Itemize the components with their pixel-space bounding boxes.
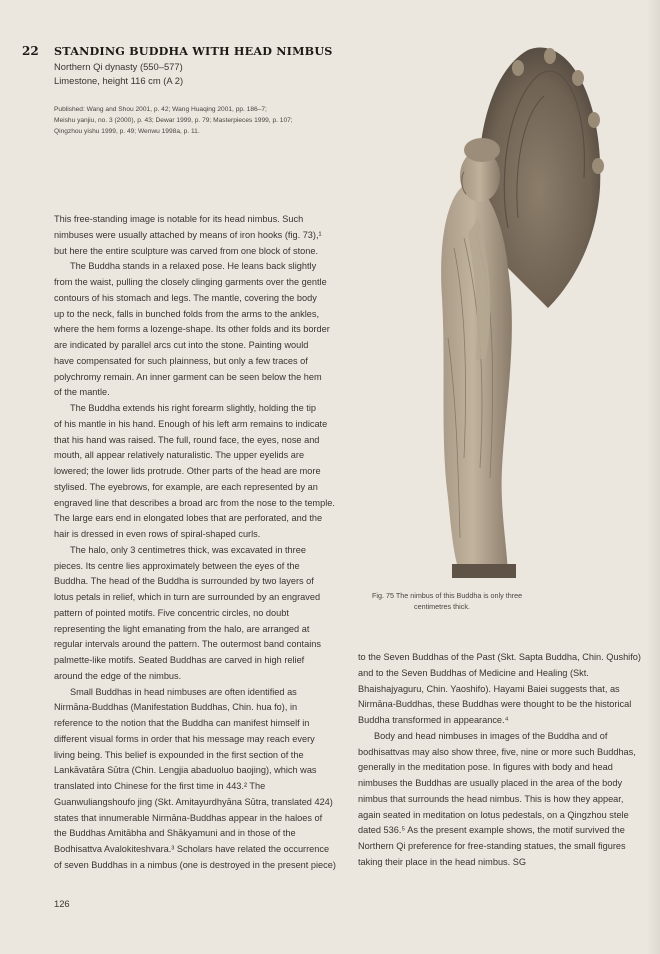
hair-curls (464, 138, 500, 162)
paragraph (54, 401, 338, 543)
text-line: translated into Chinese for the first time in 443.² The (54, 781, 266, 791)
text-line: The halo, only 3 centimetres thick, was excavated in three (70, 544, 306, 555)
figure-caption (372, 590, 572, 612)
paragraph (358, 650, 640, 729)
text-line: are indicated by parallel arcs cut into the stone. Painting would (54, 340, 309, 350)
text-line: Northern Qi preference for free-standing statues, the small figures (358, 841, 626, 851)
right-column (358, 650, 640, 871)
text-line: nimbus that surrounds the head nimbus. This is how they appear, (358, 793, 624, 804)
text-line: hair is dressed in even rows of spiral-shaped curls. (54, 529, 261, 539)
entry-number: 22 (22, 44, 39, 58)
text-line: that his hand was raised. The full, round face, the eyes, nose and (54, 434, 320, 445)
text-line: around the edge of the nimbus. (54, 670, 182, 681)
text-line: palmette-like motifs. Seated Buddhas are carved in high relief (54, 655, 305, 665)
base (452, 564, 516, 578)
text-line: dated 536.⁵ As the present example shows, the motif survived the (358, 825, 625, 836)
text-line: Small Buddhas in head nimbuses are often identified as (70, 686, 297, 697)
paragraph (54, 685, 338, 874)
paragraph (358, 729, 640, 871)
text-line: living being. This belief is expounded in the first section of the (54, 749, 304, 760)
text-line: but here the entire sculpture was carved from one block of stone. (54, 245, 319, 256)
text-line: regular intervals around the pattern. The outermost band contains (54, 639, 321, 650)
text-line: generally in the meditation pose. In figures with body and head (358, 762, 613, 773)
text-line: up to the neck, falls in bunched folds from the arms to the ankles, (54, 308, 320, 319)
standing-buddha-image (368, 38, 616, 578)
caption-line: centimetres thick. (414, 602, 470, 611)
text-line: pattern of pointed motifs. Five concentric circles, no doubt (54, 607, 289, 618)
text-line: states that innumerable Nirmāna-Buddhas appear in the haloes of (54, 812, 323, 823)
text-line: Nirmāna-Buddhas, these Buddhas were thought to be the historical (358, 699, 632, 710)
text-line: Buddha. The head of the Buddha is surrounded by two layers of (54, 576, 314, 587)
published-line: Meishu yanjiu, no. 3 (2000), p. 43; Dewar 1999, p. 79; Masterpieces 1999, p. 107; (54, 117, 293, 124)
published-line: Published: Wang and Shou 2001, p. 42; Wang Huaqing 2001, pp. 186–7; (54, 106, 267, 113)
text-line: again seated in meditation on lotus pedestals, on a Qingzhou stele (358, 809, 629, 820)
text-line: The Buddha extends his right forearm slightly, holding the tip (70, 403, 316, 413)
text-line: and to the Seven Buddhas of Medicine and Healing (Skt. (358, 667, 589, 678)
paragraph (54, 212, 338, 259)
entry-meta (54, 60, 183, 88)
left-column (54, 212, 338, 874)
text-line: Nirmāna-Buddhas (Manifestation Buddhas, Chin. hua fo), in (54, 702, 298, 713)
text-line: Guanwuliangshoufo jing (Skt. Amitayurdhyāna Sūtra, translated 424) (54, 796, 333, 807)
text-line: nimbuses the Buddhas are usually placed in the area of the body (358, 778, 623, 788)
text-line: mouth, all appear relatively naturalistic. The upper eyelids are (54, 450, 305, 461)
paragraph (54, 543, 338, 685)
page-number: 126 (54, 898, 70, 909)
caption-line: Fig. 75 The nimbus of this Buddha is only three (372, 591, 523, 600)
text-line: The Buddha stands in a relaxed pose. He leans back slightly (70, 261, 317, 272)
text-line: different visual forms in order that his message may reach every (54, 733, 315, 744)
text-line: The large ears end in elongated lobes that are perforated, and the (54, 513, 323, 524)
meta-dynasty: Northern Qi dynasty (550–577) (54, 61, 183, 72)
text-line: taking their place in the head nimbus. SG (358, 856, 527, 867)
text-line: pieces. Its centre lies approximately between the eyes of the (54, 560, 300, 571)
text-line: have compensated for such plainness, but only a few traces of (54, 355, 308, 366)
text-line: engraved line that describes a broad arc from the nose to the temple. (54, 497, 335, 508)
text-line: of the mantle. (54, 387, 110, 398)
text-line: polychromy remain. An inner garment can be seen below the hem (54, 371, 322, 382)
text-line: representing the light emanating from the halo, are arranged at (54, 623, 310, 634)
published-line: Qingzhou yishu 1999, p. 49; Wenwu 1998a, p. 11. (54, 128, 200, 135)
text-line: bodhisattvas may also show three, five, nine or more such Buddhas, (358, 746, 636, 757)
meta-material: Limestone, height 116 cm (A 2) (54, 75, 184, 86)
text-line: This free-standing image is notable for its head nimbus. Such (54, 214, 304, 224)
paragraph (54, 259, 338, 401)
buddha-photograph (368, 38, 616, 578)
text-line: Bodhisattva Avalokiteshvara.³ Scholars have related the occurrence (54, 844, 330, 854)
text-line: the Buddhas Amitābha and Shākyamuni and in those of the (54, 828, 296, 839)
text-line: lowered; the lower lids protrude. Other parts of the head are more (54, 466, 321, 476)
text-line: of seven Buddhas in a nimbus (one is destroyed in the present piece) (54, 859, 336, 870)
text-line: from the waist, pulling the closely clinging garments over the gentle (54, 277, 327, 287)
text-line: Buddha transformed in appearance.⁴ (358, 715, 509, 725)
text-line: to the Seven Buddhas of the Past (Skt. Sapta Buddha, Chin. Qushifo) (358, 652, 641, 662)
text-line: nimbuses were usually attached by means of iron hooks (fig. 73),¹ (54, 229, 322, 240)
text-line: Body and head nimbuses in images of the Buddha and of (374, 730, 608, 741)
entry-title: STANDING BUDDHA WITH HEAD NIMBUS (54, 44, 333, 58)
text-line: Bhaishajyaguru, Chin. Yaoshifo). Hayami Baiei suggests that, as (358, 683, 620, 694)
text-line: of his mantle in his hand. Enough of his left arm remains to indicate (54, 418, 328, 429)
text-line: stylised. The eyebrows, for example, are each represented by an (54, 481, 318, 492)
text-line: Lankāvatāra Sūtra (Chin. Lengjia abaduoluo baojing), which was (54, 765, 317, 776)
published-references (54, 104, 354, 137)
text-line: contours of his stomach and legs. The mantle, covering the body (54, 292, 317, 303)
text-line: lotus petals in relief, which in turn are surrounded by an engraved (54, 592, 321, 602)
page-edge-shadow (646, 0, 660, 954)
text-line: where the hem forms a lozenge-shape. Its other folds and its border (54, 324, 330, 335)
text-line: reference to the notion that the Buddha can manifest himself in (54, 718, 310, 728)
